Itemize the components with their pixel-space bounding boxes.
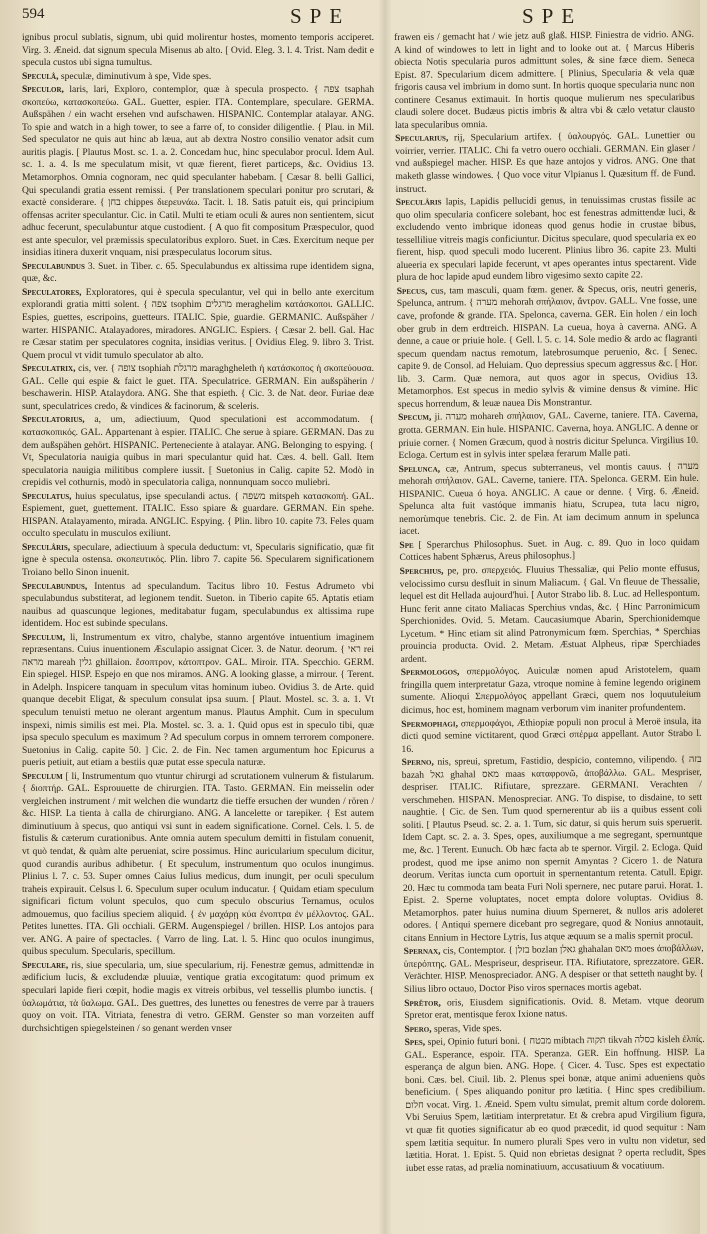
dictionary-entry	[405, 1034, 706, 1175]
entry-text: cæ, Antrum, specus subterraneus, vel montis cauus. { מערה mehorah σπήλαιον. GAL. Caverne, taniere. ITA. Spelonca. GERM. Ein hule. HISPANIC. Cueua ó hoya. ANGLIC. A caue or denne. { Virg. 6. Æneid. Spelunca alta fuit vastóque immanis hiatu, Scrupea, tuta lacu nigro, nemorùmque tenebris. Cic. 2. de Fin. At iam decimum annum in spelunca iacet.	[398, 460, 700, 538]
entry-headword: Sperchius,	[399, 565, 444, 577]
dictionary-entry	[22, 542, 374, 580]
dictionary-entry	[22, 771, 374, 959]
entry-headword: Sperno,	[401, 756, 434, 769]
dictionary-entry	[22, 414, 374, 489]
entry-text: [ Sperarchus Philosophus. Suet. in Aug. c. 89. Quo in loco quidam Cottices habent Sphærus, Areus philosophus.]	[399, 536, 700, 564]
entry-headword: Speculor,	[22, 84, 64, 96]
dictionary-entry	[404, 943, 705, 996]
entry-text: li, Instrumentum ex vitro, chalybe, stanno argentóve intuentium imaginem repræsentans. Cuius inuentionem Æsculapio assignat Cicer. 3. de Natur. deorum. { ראי rei מראה mareah גלין ghillaion. ἔσοπτρον, κάτοπτρον. GAL. Miroir. ITA. Specchio. GERM. Ein spiegel. HISP. Espejo en que nos miramos. ANG. A looking glasse, a mirrour. { Terent. in Adelph. Inspicere tanquam in speculum vitas hominum iubeo. Ovidius 3. de Arte. quid quanque decebit Eligat, & speculum consulat ipsa suum. [ Plaut. Mostel. sc. 3. a. 1. Vt speculum tenuisti metuo ne olerant argentum manus. Plautus Amphit. Cum in speculum inspexi, nimis similis est mei. Pla. Mostel. sc. 3. a. 1. Quid opus est in speculo tibi, quæ ipsa speculo speculum es maximum ? Ad speculum corpus in omnem terrorem componere. Suetonius in Calig. capite 50. ] Cic. 2. de Fin. Nec tamen argumentum hoc Epicurus a pueris petiuit, aut etiam a bestiis quæ putat esse specula naturæ.	[22, 631, 374, 769]
entry-headword: Spernax,	[403, 945, 441, 958]
entry-text: ris, siue specularia, um, siue specularium, rij. Fenestræ gemus, admittendæ in ædificium lucis, & excludendæ pluuiæ, ventique gratia excogitatum: quod primum ex speculari lapide fieri cœpit, hodie magis ex vitreis orbibus, vel tessellis plumbo iunctis. { ὑαλωμάτια, τὰ ὕαλωμα. GAL. Des guettres, des lunettes ou fenestres de verre par à trauers quoy on voit. ITA. Vitriata, fenestra di vetro. GERM. Genster so man vorzeiten auff durchsichtigen spiegelsteinen / so genant werden vnser	[22, 959, 374, 1034]
entry-headword: Spermophagi,	[401, 717, 459, 730]
dictionary-entry	[401, 715, 701, 756]
entry-text: σπερμολόγος. Auiculæ nomen apud Aristotelem, quam fringilla quem interpretatur Gaza, vtroque nomine à femine legendo originem sumente. Alioqui Σπερμολόγος appellant Græci, quem nos loquutuleium dicimus, hoc est, hominem magnam verborum vim inaniter profundentem.	[400, 664, 702, 716]
entry-headword: Speculatores,	[22, 286, 82, 298]
entry-headword: Speculabundus,	[22, 580, 88, 592]
page-number: 594	[22, 6, 45, 22]
entry-headword: Speculum,	[22, 631, 66, 643]
entry-text: cis, ver. { צופה tsophiah מרגלת maraghgheleth ἡ κατάσκοπος ἡ σκοπεύουσα. GAL. Celle qui espie & faict le guet. ITA. Speculatrice. GERMAN. Ein außspäherin / beschawerin. HISP. Atalaydora. ANG. She that espieth. { Cic. 3. de Nat. deor. Furiae deæ sunt, speculatrices credo, & vindices & facinorum, & sceleris.	[22, 363, 374, 412]
entry-headword: Speculare,	[22, 959, 69, 971]
entry-text: σπερμοφάγοι, Æthiopiæ populi non procul à Meroë insula, ita dicti quod semine victitarent, quod Græci σπέρμα appellant. Autor Strabo l. 16.	[401, 715, 702, 755]
entry-text: huius speculatus, ipse speculandi actus. { משפה mitspeh κατασκοπή. GAL. Espiement, guet, guettement. ITALIC. Esso spiare & guardare. GERMAN. Ein spehe. HISPAN. Atalayamento, mirada. ANGLIC. Espying. { Plin. libro 10. capite 73. Feles quam occulto speculatu in musculos exiliunt.	[22, 490, 375, 540]
entry-text: ji. מערה mohareh σπήλαιον, GAL. Caverne, taniere. ITA. Caverna, grotta. GERMAN. Ein hule. HISPANIC. Caverna, hoya. ANGLIC. A denne or priuie corner. { Nomen Græcum, quod à nostris dicitur Spelunca. Virgilius 10. Ecloga. Certum est in sylvis inter spelæa ferarum Malle pati.	[398, 409, 699, 462]
dictionary-entry	[22, 71, 374, 84]
entry-text: speculæ, diminutivum à spe, Vide spes.	[60, 70, 212, 82]
entry-text: rij, Specularium artifex. { ὑαλουργός. GAL. Lunettier ou voirrier, verrier. ITALIC. Chi fa vetro ouero occhiali. GERMAN. Ein glaser / vnd außspiegel macher. HISP. Es que haze antojos y vidros. ANG. One that maketh glasse windowes. { Quo voce vitur Vlpianus l. Quæsitum ff. de Fund. instruct.	[395, 130, 696, 195]
dictionary-entry	[396, 194, 697, 285]
dictionary-entry	[397, 283, 698, 412]
entry-headword: Speculatorius,	[22, 414, 85, 426]
entry-headword: Spermologos,	[400, 666, 460, 679]
entry-headword: Speculâris,	[22, 541, 71, 553]
entry-text: [ li, Instrumentum quo vtuntur chirurgi ad scrutationem vulnerum & fistularum. { διοπτήρ. GAL. Esprouuette de chirurgien. ITA. Tasto. GERMAN. Ein meisselin oder vergleichen instrument / mit welchen die wundartz die tieffe ersuchen der wunden / rören / &c. HISP. La tienta à calla de chirurgiano. ANG. A lancelette or tarepiker. { Est autem diminutiuum à specus, quo antiqui vsi sunt in eadem significatione. Cornel. Cels. l. 5. de fistulis & cæterum curationibus. Ante omnia autem speculum demitti in fistulam conuenit, vt quò tendat, & quàm alte perueniat, scire possimus. Hinc auricularium speculum dicitur, quod curandis auribus adhibetur. { Et speculum, instrumentum quo oculos inungimus. Plinius l. 7. c. 53. Super omnes Caius Iulius medicus, dum inungit, per oculi speculum traheis expirauit. Celsus l. 6. Speculum super oculum inducatur. { Quidam etiam speculum significari fictum volunt speculos, quo cum speculo obscurius Ternamus, oculos admouemus, quo facilius speciem aliquid. { ἐν μαχάρῃ κύα ἐνοπτρα ἐν μέλλοντος. GAL. Petites lunettes. ITA. Gli occhiali. GERM. Augenspiegel / brillen. HISP. Los antojos para ver. ANG. A paire of spectacles. { Varro de ling. Lat. l. 5. Hinc quo oculos inungimus, quibus speculum. Specularis, specillum.	[22, 770, 375, 958]
dictionary-entry	[22, 632, 374, 770]
entry-headword: Spes,	[404, 1036, 426, 1049]
dictionary-entry	[394, 29, 695, 133]
entry-headword: Spe	[399, 539, 414, 551]
running-head-left: SPE	[290, 4, 351, 28]
entry-text: pe, pro. σπερχειός. Fluuius Thessaliæ, qui Pelio monte effusus, velocissimo cursu desfluit in sinum Maliacum. { Gal. Vn fleuue de Thessalie, lequel est dit Hellada aujourd'hui. [ Autor Strabo lib. 8. Luc. ad Hellespontum. Hunc ferit anne citato Maliacas Sperchius vndas, &c. { Hinc Parronimicum Sperchionides. Ovid. 5. Metam. Caucasiumque Abarin, Sperchionidemque Lycetum. * Hinc etiam sit alind Patronymicum fœm. Sperchias, * Sperchias prouincia producta. Ovid. 2. Metam. Æstuat Alpheus, ripæ Sperchiades ardent.	[399, 562, 701, 665]
entry-text: speras, Vide spes.	[433, 1022, 502, 1035]
dictionary-entry	[22, 960, 374, 1035]
entry-headword: Sprêtor,	[404, 997, 441, 1009]
dictionary-entry	[22, 491, 374, 541]
entry-text: lapis, Lapidis pellucidi genus, in tenuissimas crustas fissile ac quo olim specularia conficere solebant, hoc est fenestras admittendæ luci, & excludendo vento imbrique idoneas quod genus hodie in crustae bibus, tesselliliue vitreis magis conficiuntur. Dicitus speculare, quod specularia ex eo fierent, hisp. quod speculi modo lucerent. Plinius libro 36. capite 23. Multi alueeria ex speculari lapide fecerunt, vt apes operantes intus spectarent. Vide plura de hoc lapide apud eundem libro vigesimo sexto capite 22.	[395, 193, 697, 284]
entry-text: ignibus procul sublatis, signum, ubi quid molirentur hostes, momento temporis acciperet. Virg. 3. Æneid. dat signum specula Misenus ab alto. [ Ovid. Eleg. 3. l. 4. Trist. Nam dedit e specula custos ubi signa tumultus.	[22, 32, 374, 69]
entry-text: a, um, adiectiuum, Quod speculationi est accommodatum. { κατασκοπικός. GAL. Appartenant à espier. ITALIC. Che serue à spiare. GERMAN. Das zu dem außspähen gehört. HISPANIC. Perteneciente à atalayar. ANG. Belonging to espying. { Vt, Speculatoria nauigia quibus in mari speculantur quid hat. Cæs. 4. bell. Gall. Item speculatoria nauigia militibus complere iussit. [ Suetonius in Calig. capite 52. Modò in crepidis vel cothurnis, modò in speculatoria caliga, nonnunquam socco muliebri.	[22, 414, 374, 489]
dictionary-entry	[22, 261, 374, 286]
dictionary-entry	[22, 84, 374, 260]
left-column	[22, 32, 374, 1228]
running-head-right: SPE	[522, 4, 583, 28]
entry-text: laris, lari, Exploro, contemplor, quæ à specula prospecto. { צפה tsaphah σκοπεύω, κατασκοπεύω. GAL. Guetter, espier. ITA. Contemplare, speculare. GERMA. Außspähen / ein wacht ersehen vnd aufschawen. HISPANIC. Contemplar atalayar. ANG. To spie and watch in a high tower, to see a farre of, to consider diligentlie. { Plau. in Mil. Sed speculator ne quis aut hinc ab læua, aut ab dextra Nostro consilio venator adsit cum auritis plagis. [ Plautus Most. sc. 1. a. 2. Concedam huc, hinc speculabor procul. Idem Aul. sc. 1. a. 4. Is me speculatum misit, vt quæ fierent, fieret particeps, &c. Ovidius 13. Metamorphos. Omnia cognoram, nec quid speculanter habebam. [ Cæsar 8. belli Gallici, Qui speculandi gratia essent remissi. { Per translationem speculari ponitur pro scrutari, & exactè considerare. { בחן chippes διερευνάω. Tacit. l. 18. Satis patuit eis, qui principium offensas acriter speculantur. Cic. in Catil. Multi te etiam oculi & aures non sentientem, sicut adhuc fecerunt, speculabuntur atque custodient. { A quo fit compositum Præspeculor, quod est ante speculor, vel præmissis speculatoribus exploro. Suet. in Cæs. Exercitum neque per insidias itinera duxerit vnquam, nisi præspeculatus locorum situs.	[22, 84, 374, 259]
page-gutter-shadow	[378, 0, 392, 1234]
entry-text: spei, Opinio futuri boni. { מבטח mibtach תקוה tikvah כסלה kisleh ἐλπίς. GAL. Esperance, espoir. ITA. Speranza. GER. Ein hoffnung. HISP. La esperança de algun bien. ANG. Hope. { Cicer. 4. Tusc. Spes est expectatio boni. Cæs. bel. Ciuil. lib. 2. Plenus spei bonæ, atque animi adueniens quòs beneficium. { Spes aliquando ponitur pro lætitia. { Hinc spes credibilium. חלום vocat. Virg. 1. Æneid. Spem vultu simulat, premit altum corde dolorem. Vbi Seruius Spem, lætitiam interpretatur. Et & crebra apud Virgilium figura, vt quæ fit quoties significatur ab eo quod præcedit, id quod sequitur : Nam spem lætitia sequitur. In numero plurali Spes vero in vultu non videtur, sed lætitia. Horat. 1. Epist. 5. Quid non ebrietas designat ? operta recludit, Spes iubet esse ratas, ad prælia nominatiuum, accusatiuum & vocatiuum.	[404, 1034, 706, 1174]
dictionary-entry	[404, 994, 704, 1022]
entry-text: 3. Suet. in Tiber. c. 65. Speculabundus ex altissima rupe identidem signa, quæ, &c.	[22, 260, 374, 285]
right-column	[394, 29, 707, 1228]
entry-text: frawen eis / gemacht hat / wie jetz auß glaß. HISP. Finiestra de vidrio. ANG. A kind of windowes to lett in light and to looke out at. { Marcus Hiberis obiecta Notis specularia puros admittunt soles, & sine fæce diem. Seneca Epist. 87. Specularium dicem admittere. [ Plinius, Specularia & vela quæ frigoris causa vel imbrium in domo sunt. In hortis quoque specularia nunc non continere Cesanus extimauit. In hortis quoque mulierum nes specularibus claudi solere docet. Budæus pictis imbris & altra vbi & cælo vetatur clausto lata specularibus omnia.	[394, 28, 695, 131]
entry-text: speculare, adiectiuum à specula deductum: vt, Specularis significatio, quæ fit igne è specula ostensa. σκοπευτικός. Plin. libro 7. capite 56. Specularem significationem Troiano bello Sinon inuenit.	[22, 541, 375, 578]
entry-headword: Specularius,	[395, 132, 449, 145]
entry-text: Intentus ad speculandum. Tacitus libro 10. Festus Adrumeto vbi speculabundus substiterat, ad legionem tendit. Sueton. in Tiberio capite 65. Aptatis etiam nauibus ad quascunque legiones, meditabatur fugam, speculabundus ex altissima rupe identidem. Hoc est subinde speculans.	[22, 580, 374, 630]
dictionary-entry	[399, 460, 700, 538]
dictionary-entry	[22, 363, 374, 413]
entry-headword: Speculâ,	[22, 70, 59, 82]
entry-headword: Speculatus,	[22, 490, 72, 502]
entry-headword: Speculabundus	[22, 260, 85, 272]
entry-text: cis, Contemptor. { בזלן bozlan גאלן ghahalan מאס moes ἀποβάλλων, ὑπερόπτης. GAL. Mespriseur, despriseur. ITA. Rifiutatore, sprezzatore. GER. Verächter. HISP. Menospreciador. ANG. A despiser or that setteth naught by. { Silius libro octauo, Doctor Piso viros spernaces mortis agebat.	[403, 943, 704, 995]
entry-headword: Spero,	[404, 1023, 432, 1035]
entry-headword: Spelunca,	[398, 463, 441, 475]
entry-headword: Speculatrix,	[22, 363, 76, 375]
entry-headword: Specum,	[397, 412, 432, 424]
entry-headword: Speculâris	[395, 196, 442, 209]
entry-text: cus, tam masculi, quam fœm. gener. & Specus, oris, neutri generis, Spelunca, antrum. { מערה mehorah σπήλαιον, ἄντρον. GALL. Vne fosse, une cave, profonde & grande. ITA. Spelonca, caverna. GER. Ein holen / ein loch ober grub in dem erdtreich. HISPAN. La cueua, hoya à caverna. ANG. A denne, a caue or priuie hole. { Gell. l. 5. c. 14. Sole medio & ardo ac flagranti specum quendam nactus remotum, latebrosumque peruenio, &c. [ Senec. capite 9. de Consol. ad Heluiam. Quo depressius specum aggressus &c. [ Hor. lib. 3. Carm. Quæ nemora, aut quos agor in specus, Ovidius 13. Metamorphos. Est specus in medio sylvis & vimine densus & vimine. Hic specus horrendum, & leuæ nauea Dis Monstrantur.	[396, 282, 698, 410]
dictionary-entry	[400, 563, 701, 667]
dictionary-entry	[398, 409, 699, 462]
dictionary-entry	[399, 537, 699, 565]
dictionary-entry	[401, 664, 702, 717]
dictionary-entry	[402, 754, 704, 945]
entry-headword: Specus,	[396, 285, 428, 297]
dictionary-entry	[395, 130, 696, 196]
dictionary-entry	[22, 32, 374, 70]
dictionary-entry	[22, 287, 374, 362]
entry-text: Exploratores, qui è specula speculantur, vel qui in bello ante exercitum explorandi gratia mitti solent. { צפה tsophim מרגלים meraghelim κατάσκοποι. GALLIC. Espies, guettes, escripoins, guetteurs. ITALIC. Spie, guardie. GERMANIC. Außspäher / warter. HISPANIC. Atalayadores, miradores. ANGLIC. Espiers. { Cæsar 2. bell. Gal. Hac re Cæsar statim per speculatores cognita, insidias veritus. [ Ovidius Eleg. 9. libro 3. Trist. Quem procul vt vidit tumulo speculator ab alto.	[22, 286, 374, 361]
entry-text: oris, Eiusdem significationis. Ovid. 8. Metam. vtque deorum Spretor erat, mentisque ferox Ixione natus.	[404, 994, 705, 1022]
dictionary-entry	[22, 581, 374, 631]
entry-headword: Speculum	[22, 770, 63, 782]
entry-text: nis, spreui, spretum, Fastidio, despicio, contemno, vilipendo. { בזה bazah גאל ghahal מאס maas καταφρονῶ, ἀποβάλλω. GAL. Mespriser, despriser. ITALIC. Rifiutare, sprezzare. GERMANI. Verachten / verschmehen. HISPAN. Menospreciar. ANG. To dispise, to disdaine, to sett naughtie. { Cic. de Sen. Tum quod spernerentur ab iis a quibus essent coli soliti. [ Plautus Pseud. sc. 2. a. 1. Tum, sic datur, si quis herum suis speruerit. Idem Capt. sc. 2. a. 3. Spes, opes, auxiliumque a me segregant, spernuntque me, &c. ] Terent. Eunuch. Ob hæc facta ab te spernor. Virgil. 2. Ecloga. Quid prodest, quod me ipse animo non spernit Amyntas ? Cicero 1. de Natura deorum. Veritas iuncta cum oportuit in spernentantum retenta. Catull. Epigr. 20. Hæc tu commoda tam beata Furi Noli spernere, nec putare parui. Horat. 1. Epist. 2. Sperne voluptates, nocet empta dolore voluptas. Ovidius 8. Metamorphos. pater huius numina diuum Sperneret, & nullos aris adoleret odores. { Antiqui spernere dicebant pro segregare, quod & Nonius annotauit, citans Ennium in Hectore Lytris, Ius atque æquum se a malis spernit procul.	[401, 753, 704, 944]
